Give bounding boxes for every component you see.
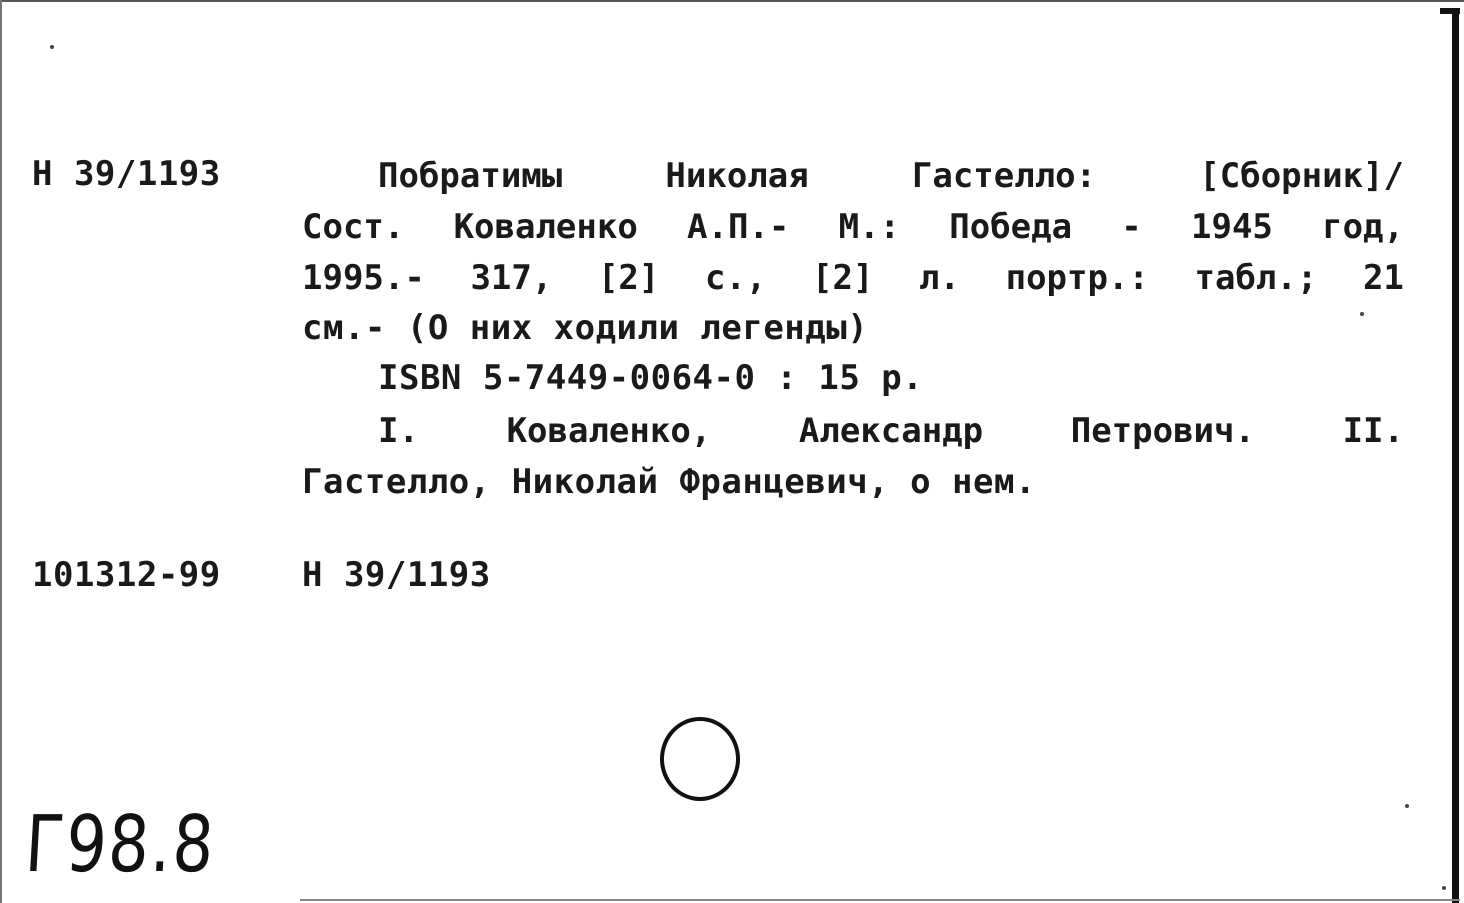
desc-word: портр.: (1005, 258, 1149, 298)
card-edge-bottom (300, 899, 1460, 901)
card-edge-right (1452, 8, 1459, 903)
desc-word: А.П.- (687, 207, 790, 247)
series-line: см.- (О них ходили легенды) (302, 308, 869, 348)
desc-word: Коваленко (453, 207, 638, 247)
title-line-1 (378, 156, 1404, 196)
scan-speck (1442, 886, 1446, 890)
desc-word: - (1121, 207, 1142, 247)
subject-word: I. (378, 411, 419, 451)
desc-word: М.: (838, 207, 901, 247)
card-edge-top (0, 0, 1464, 2)
shelf-mark: Н 39/1193 (32, 154, 221, 194)
desc-word: [2] (597, 258, 660, 298)
card-edge-corner (1440, 8, 1460, 14)
isbn-line: ISBN 5-7449-0064-0 : 15 р. (378, 358, 924, 398)
scan-speck (1360, 312, 1364, 316)
desc-word: 1995.- (302, 258, 425, 298)
title-word: Гастелло: (911, 156, 1097, 196)
subject-word: II. (1342, 411, 1404, 451)
desc-word: год, (1322, 207, 1404, 247)
inventory-number: 101312-99 (32, 555, 221, 595)
shelf-mark-repeat: Н 39/1193 (302, 555, 491, 595)
scan-speck (1405, 804, 1409, 808)
scan-speck (50, 45, 54, 49)
desc-word: табл.; (1194, 258, 1318, 298)
desc-word: 1945 (1191, 207, 1273, 247)
desc-word: с., (704, 258, 767, 298)
card-edge-left (0, 0, 2, 903)
punch-hole (660, 717, 740, 801)
title-word: [Сборник]/ (1199, 156, 1404, 196)
desc-word: Победа (949, 207, 1073, 247)
handwritten-index: Г98.8 (22, 800, 218, 890)
subjects-line-1 (378, 411, 1404, 451)
subject-word: Петрович. (1070, 411, 1255, 451)
desc-word: [2] (812, 258, 874, 298)
subjects-line-2: Гастелло, Николай Францевич, о нем. (302, 462, 1036, 502)
subject-word: Александр (798, 411, 984, 451)
desc-word: 317, (470, 258, 553, 298)
title-word: Николая (665, 156, 809, 196)
title-word: Побратимы (378, 156, 563, 196)
subject-word: Коваленко, (506, 411, 712, 451)
desc-word: Сост. (302, 207, 405, 247)
desc-word: 21 (1362, 258, 1404, 298)
description-line-2 (302, 207, 1404, 247)
description-line-3 (302, 258, 1404, 298)
desc-word: л. (919, 258, 960, 298)
